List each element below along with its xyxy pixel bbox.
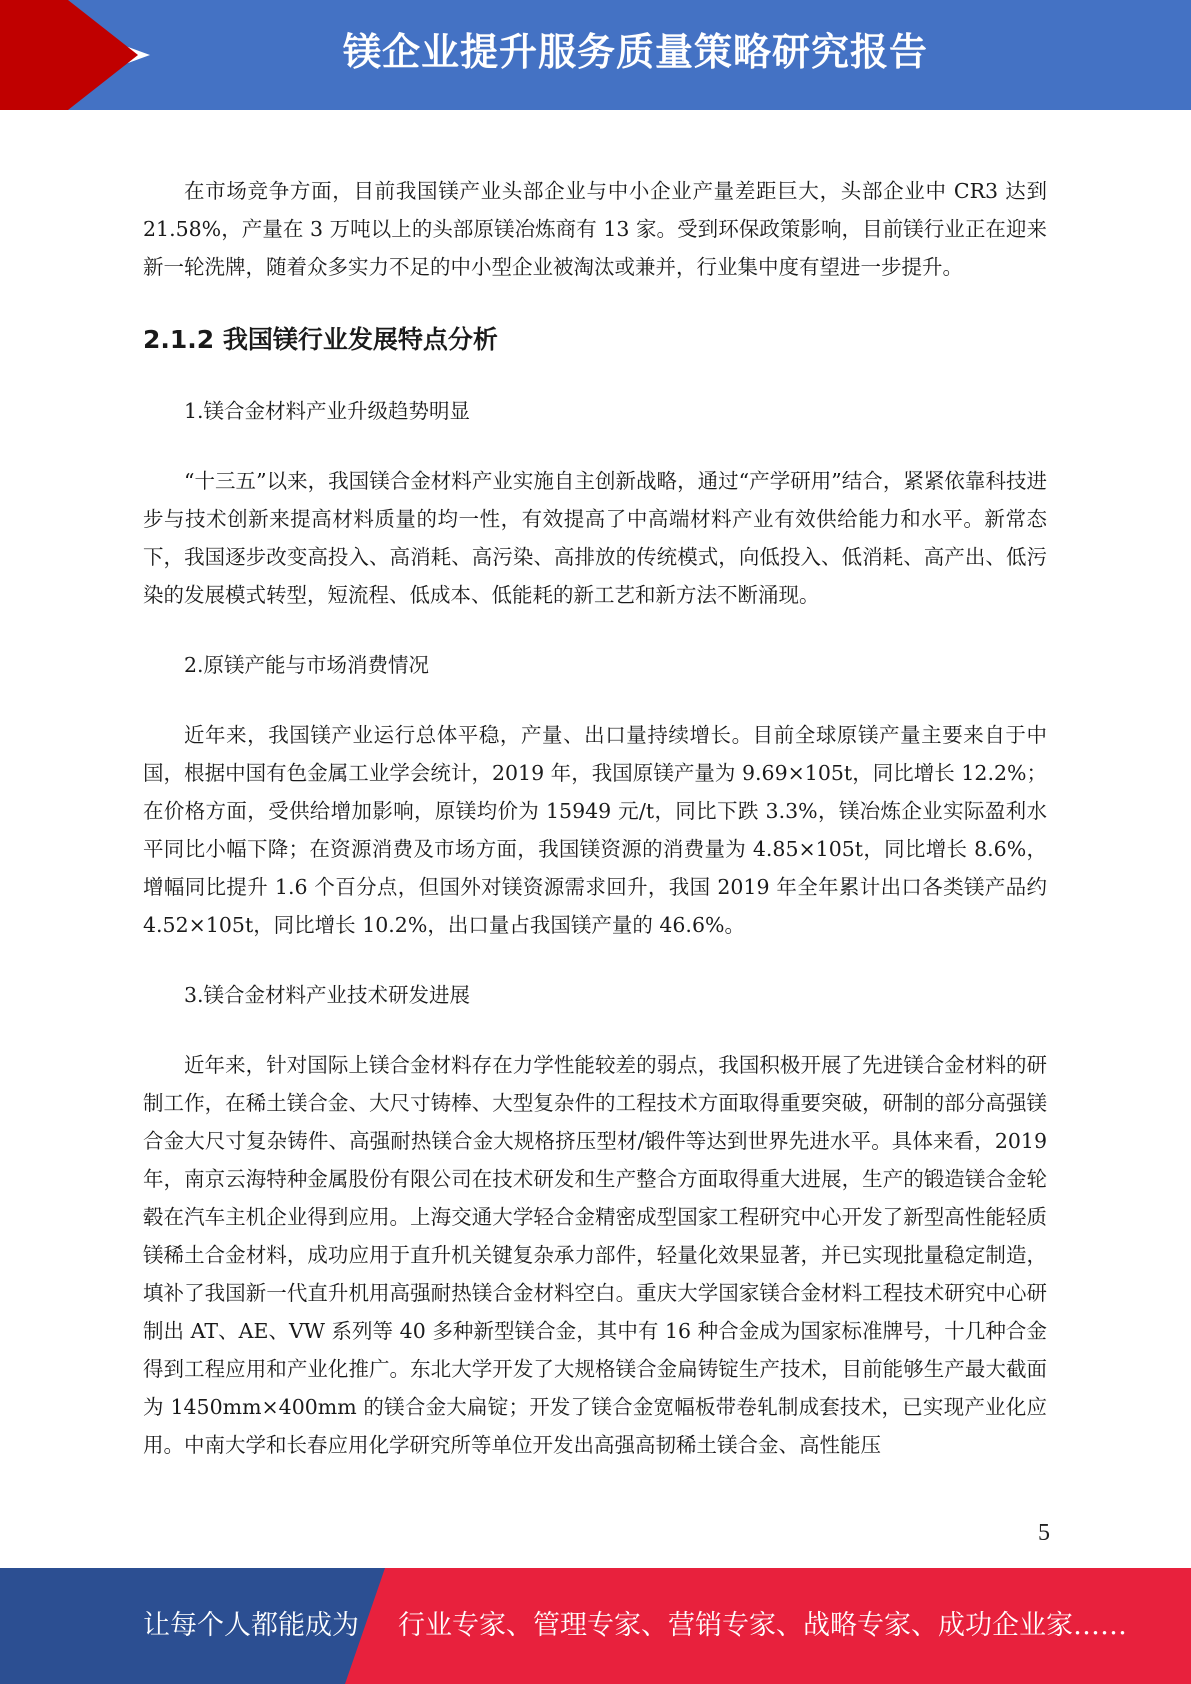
paragraph-rd-progress: 近年来，针对国际上镁合金材料存在力学性能较差的弱点，我国积极开展了先进镁合金材料的研制工作，在稀土镁合金、大尺寸铸棒、大型复杂件的工程技术方面取得重要突破，研制的部分高强镁合金大尺寸复杂铸件、高强耐热镁合金大规格挤压型材/锻件等达到世界先进水平。具体来看，2019 年，南京云海特种金属股份有限公司在技术研发和生产整合方面取得重大进展，生产的锻造镁合金轮毂在汽车主机企业得到应用。上海交通大学轻合金精密成型国家工程研究中心开发了新型高性能轻质镁稀土合金材料，成功应用于直升机关键复杂承力部件，轻量化效果显著，并已实现批量稳定制造，填补了我国新一代直升机用高强耐热镁合金材料空白。重庆大学国家镁合金材料工程技术研究中心研制出 AT、AE、VW 系列等 40 多种新型镁合金，其中有 16 种合金成为国家标准牌号，十几种合金得到工程应用和产业化推广。东北大学开发了大规格镁合金扁铸锭生产技术，目前能够生产最大截面为 1450mm×400mm 的镁合金大扁锭；开发了镁合金宽幅板带卷轧制成套技术，已实现产业化应用。中南大学和长春应用化学研究所等单位开发出高强高韧稀土镁合金、高性能压 xyxy=(143,1053,1047,1457)
subheading-rd-progress: 3.镁合金材料产业技术研发进展 xyxy=(184,983,471,1007)
report-title: 镁企业提升服务质量策略研究报告 xyxy=(342,30,928,74)
header-red-arrow xyxy=(68,0,138,110)
footer-slogan-left: 让每个人都能成为 xyxy=(143,1610,359,1641)
subheading-industry-upgrade: 1.镁合金材料产业升级趋势明显 xyxy=(184,399,471,423)
footer-slogan-right: 行业专家、管理专家、营销专家、战略专家、成功企业家…… xyxy=(398,1610,1127,1641)
paragraph-capacity-consumption: 近年来，我国镁产业运行总体平稳，产量、出口量持续增长。目前全球原镁产量主要来自于中国，根据中国有色金属工业学会统计，2019 年，我国原镁产量为 9.69×105t，同比增长 12.2%；在价格方面，受供给增加影响，原镁均价为 15949 元/t，同比下跌 3.3%，镁冶炼企业实际盈利水平同比小幅下降；在资源消费及市场方面，我国镁资源的消费量为 4.85×105t，同比增长 8.6%，增幅同比提升 1.6 个百分点，但国外对镁资源需求回升，我国 2019 年全年累计出口各类镁产品约 4.52×105t，同比增长 10.2%，出口量占我国镁产量的 46.6%。 xyxy=(143,723,1047,937)
paragraph-market-competition: 在市场竞争方面，目前我国镁产业头部企业与中小企业产量差距巨大，头部企业中 CR3 达到 21.58%，产量在 3 万吨以上的头部原镁冶炼商有 13 家。受到环保政策影响，目前镁行业正在迎来新一轮洗牌，随着众多实力不足的中小型企业被淘汰或兼并，行业集中度有望进一步提升。 xyxy=(143,179,1047,279)
header-red-block xyxy=(0,0,68,110)
paragraph-industry-upgrade: “十三五”以来，我国镁合金材料产业实施自主创新战略，通过“产学研用”结合，紧紧依靠科技进步与技术创新来提高材料质量的均一性，有效提高了中高端材料产业有效供给能力和水平。新常态下，我国逐步改变高投入、高消耗、高污染、高排放的传统模式，向低投入、低消耗、高产出、低污染的发展模式转型，短流程、低成本、低能耗的新工艺和新方法不断涌现。 xyxy=(143,469,1047,607)
page-number: 5 xyxy=(1038,1520,1050,1546)
section-heading: 2.1.2 我国镁行业发展特点分析 xyxy=(143,325,498,354)
subheading-capacity-consumption: 2.原镁产能与市场消费情况 xyxy=(184,653,430,677)
page-footer xyxy=(0,1568,1191,1684)
page-header xyxy=(0,0,1191,110)
page-content xyxy=(143,172,1047,1464)
